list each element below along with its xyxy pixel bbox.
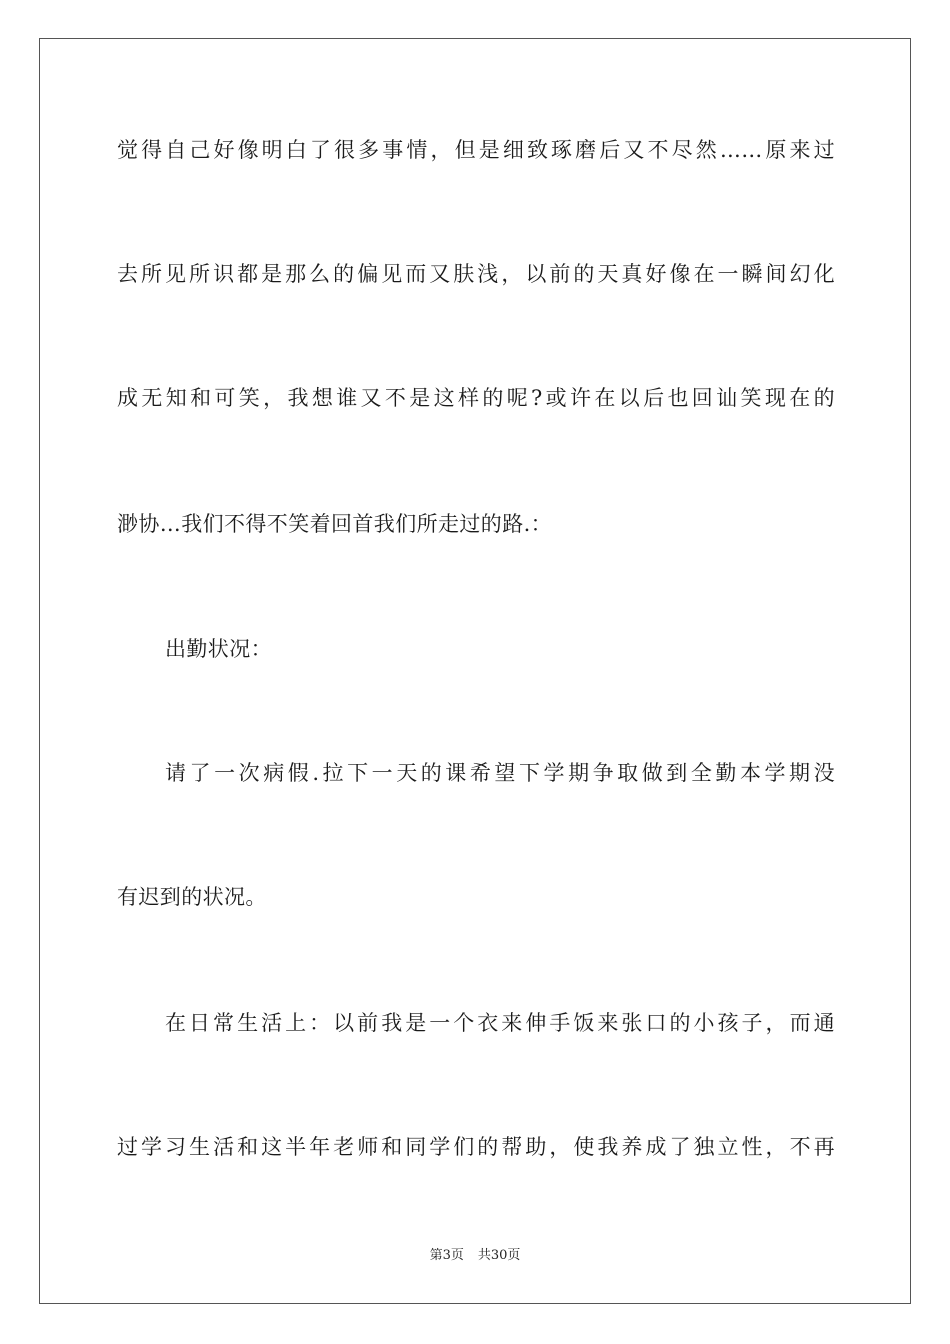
page-footer	[0, 1247, 950, 1265]
body-line-4: 渺协…我们不得不笑着回首我们所走过的路.：	[117, 512, 553, 536]
body-line-1: 觉得自己好像明白了很多事情，但是细致琢磨后又不尽然……原来过	[117, 138, 835, 162]
body-line-2: 去所见所识都是那么的偏见而又肤浅，以前的天真好像在一瞬间幻化	[117, 262, 835, 286]
body-line-9: 过学习生活和这半年老师和同学们的帮助，使我养成了独立性，不再	[117, 1135, 835, 1159]
body-line-7: 有迟到的状况。	[117, 885, 267, 909]
page-number: 第3页	[429, 1248, 464, 1263]
page-frame	[39, 38, 911, 1304]
page-total: 共30页	[477, 1248, 521, 1263]
section-heading-attendance: 出勤状况：	[165, 637, 272, 661]
body-line-8: 在日常生活上：以前我是一个衣来伸手饭来张口的小孩子，而通	[165, 1011, 835, 1035]
body-line-6: 请了一次病假.拉下一天的课希望下学期争取做到全勤本学期没	[165, 761, 835, 785]
body-line-3: 成无知和可笑，我想谁又不是这样的呢?或许在以后也回讪笑现在的	[117, 386, 835, 410]
